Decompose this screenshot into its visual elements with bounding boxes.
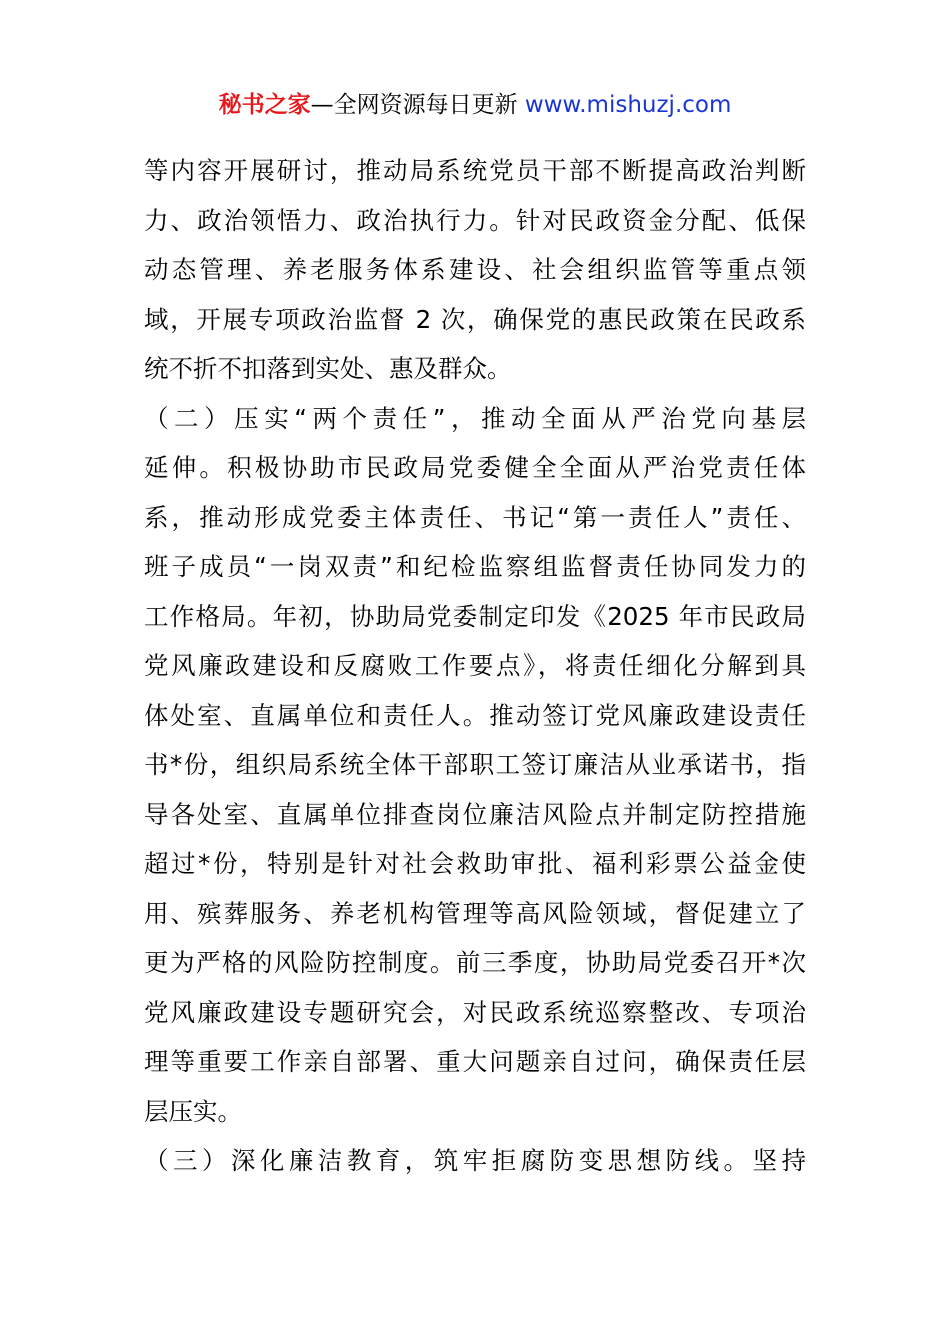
body-line: 党风廉政建设专题研究会，对民政系统巡察整改、专项治 [144,997,806,1027]
body-line: 书*份，组织局系统全体干部职工签订廉洁从业承诺书，指 [144,750,806,779]
body-line: 等内容开展研讨，推动局系统党员干部不断提高政治判断 [144,156,806,185]
site-url-link[interactable]: www.mishuzj.com [524,92,732,118]
brand-name: 秘书之家 [218,92,311,118]
body-line: 班子成员“一岗双责”和纪检监察组监督责任协同发力的 [144,552,806,581]
body-line: 用、殡葬服务、养老机构管理等高风险领域，督促建立了 [144,898,806,928]
document-body [144,146,806,1186]
body-line: 动态管理、养老服务体系建设、社会组织监管等重点领 [144,255,806,284]
section-heading-line: （二）压实“两个责任”，推动全面从严治党向基层 [144,403,806,433]
body-line: 更为严格的风险防控制度。前三季度，协助局党委召开*次 [144,948,806,977]
body-line: 超过*份，特别是针对社会救助审批、福利彩票公益金使 [144,849,806,878]
site-header [0,88,950,122]
body-line: 工作格局。年初，协助局党委制定印发《2025 年市民政局 [144,601,806,631]
body-line: 力、政治领悟力、政治执行力。针对民政资金分配、低保 [144,205,806,235]
section-heading-line: （三）深化廉洁教育，筑牢拒腐防变思想防线。坚持 [144,1146,806,1175]
body-line: 导各处室、直属单位排查岗位廉洁风险点并制定防控措施 [144,799,806,829]
body-line: 党风廉政建设和反腐败工作要点》，将责任细化分解到具 [144,651,806,680]
body-line: 域，开展专项政治监督 2 次，确保党的惠民政策在民政系 [144,304,806,334]
body-line: 延伸。积极协助市民政局党委健全全面从严治党责任体 [144,453,806,482]
body-line: 层压实。 [144,1096,242,1126]
body-line: 理等重要工作亲自部署、重大问题亲自过问，确保责任层 [144,1047,806,1076]
body-line: 体处室、直属单位和责任人。推动签订党风廉政建设责任 [144,700,806,730]
header-slogan: —全网资源每日更新 [310,92,525,118]
body-line: 系，推动形成党委主体责任、书记“第一责任人”责任、 [144,502,806,532]
body-line: 统不折不扣落到实处、惠及群众。 [144,354,512,383]
